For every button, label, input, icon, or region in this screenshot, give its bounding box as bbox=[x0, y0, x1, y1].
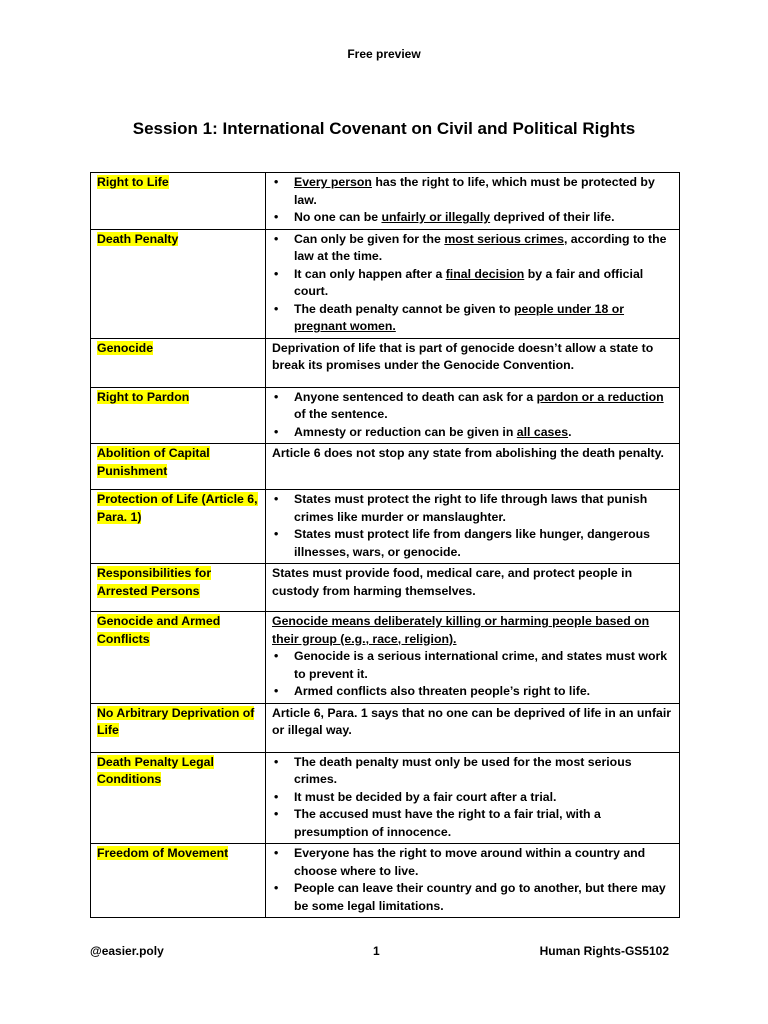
topic-cell bbox=[91, 703, 266, 752]
description-cell bbox=[266, 844, 680, 918]
table-row bbox=[91, 338, 680, 387]
table-row bbox=[91, 444, 680, 490]
description-cell bbox=[266, 564, 680, 612]
topic-label: Death Penalty bbox=[97, 231, 179, 246]
text-run: Article 6 does not stop any state from abolishing the death penalty. bbox=[272, 446, 664, 460]
footer-course: Human Rights-GS5102 bbox=[539, 944, 669, 958]
underlined-text: most serious crimes bbox=[444, 231, 564, 246]
underlined-text: final decision bbox=[445, 266, 525, 281]
text-run: Article 6, Para. 1 says that no one can be deprived of life in an unfair or illegal way. bbox=[272, 705, 672, 737]
bullet-item bbox=[272, 389, 674, 424]
table-row bbox=[91, 844, 680, 918]
bullet-item bbox=[272, 789, 674, 807]
bullet-list bbox=[272, 231, 674, 336]
bullet-item bbox=[272, 174, 674, 209]
bullet-item bbox=[272, 266, 674, 301]
text-run: Amnesty or reduction can be given in bbox=[294, 424, 517, 439]
text-run: States must protect the right to life through laws that punish crimes like murder or manslaughter. bbox=[294, 492, 648, 524]
table-row bbox=[91, 564, 680, 612]
bullet-list bbox=[272, 389, 674, 442]
topic-cell bbox=[91, 444, 266, 490]
text-run: States must provide food, medical care, and protect people in custody from harming themselves. bbox=[272, 566, 633, 598]
table-row bbox=[91, 387, 680, 444]
text-run: has the right to life, which must be protected by law. bbox=[294, 175, 655, 207]
bullet-item bbox=[272, 209, 674, 227]
description-paragraph bbox=[272, 565, 674, 600]
topic-label: Freedom of Movement bbox=[97, 846, 229, 860]
text-run: The accused must have the right to a fair trial, with a presumption of innocence. bbox=[294, 807, 601, 839]
bullet-item bbox=[272, 806, 674, 841]
topic-label: No Arbitrary Deprivation of Life bbox=[97, 705, 255, 737]
bullet-item bbox=[272, 648, 674, 683]
text-run: Anyone sentenced to death can ask for a bbox=[294, 389, 537, 404]
page-title: Session 1: International Covenant on Civil and Political Rights bbox=[132, 119, 636, 138]
text-run: It can only happen after a bbox=[294, 266, 446, 281]
bullet-list bbox=[272, 648, 674, 701]
topic-cell bbox=[91, 612, 266, 704]
description-paragraph bbox=[272, 445, 674, 463]
description-paragraph bbox=[272, 705, 674, 740]
description-cell bbox=[266, 338, 680, 387]
topic-cell bbox=[91, 229, 266, 338]
bullet-item bbox=[272, 491, 674, 526]
topic-label: Protection of Life (Article 6, Para. 1) bbox=[97, 492, 258, 524]
description-paragraph bbox=[272, 340, 674, 375]
text-run: The death penalty cannot be given to bbox=[294, 301, 515, 316]
bullet-list bbox=[272, 491, 674, 561]
description-cell bbox=[266, 387, 680, 444]
topic-label: Right to Pardon bbox=[97, 389, 190, 404]
topic-label: Death Penalty Legal Conditions bbox=[97, 754, 214, 786]
text-run: States must protect life from dangers like hunger, dangerous illnesses, wars, or genocide. bbox=[294, 527, 651, 559]
text-run: deprived of their life. bbox=[490, 210, 615, 224]
topic-cell bbox=[91, 338, 266, 387]
notes-table bbox=[90, 172, 680, 918]
footer-handle: @easier.poly bbox=[90, 944, 164, 958]
text-run: Armed conflicts also threaten people’s right to life. bbox=[294, 684, 591, 698]
underlined-text: all cases bbox=[516, 424, 569, 439]
bullet-list bbox=[272, 174, 674, 227]
bullet-item bbox=[272, 845, 674, 880]
text-run: Genocide is a serious international crime, and states must work to prevent it. bbox=[294, 649, 668, 681]
bullet-item bbox=[272, 231, 674, 266]
text-run: Can only be given for the bbox=[294, 231, 445, 246]
notes-table-body bbox=[91, 173, 680, 918]
description-cell bbox=[266, 173, 680, 230]
topic-label: Genocide and Armed Conflicts bbox=[97, 614, 221, 646]
table-row bbox=[91, 173, 680, 230]
table-row bbox=[91, 612, 680, 704]
topic-label: Right to Life bbox=[97, 175, 169, 189]
table-row bbox=[91, 490, 680, 564]
bullet-item bbox=[272, 424, 674, 442]
table-row bbox=[91, 229, 680, 338]
topic-cell bbox=[91, 387, 266, 444]
bullet-item bbox=[272, 754, 674, 789]
description-paragraph bbox=[272, 613, 674, 648]
topic-cell bbox=[91, 844, 266, 918]
text-run: , according to the law at the time. bbox=[294, 231, 667, 263]
description-cell bbox=[266, 444, 680, 490]
bullet-list bbox=[272, 754, 674, 842]
description-cell bbox=[266, 703, 680, 752]
table-row bbox=[91, 703, 680, 752]
bullet-item bbox=[272, 683, 674, 701]
bullet-list bbox=[272, 845, 674, 915]
text-run: People can leave their country and go to another, but there may be some legal limitations. bbox=[294, 881, 666, 913]
bullet-item bbox=[272, 301, 674, 336]
underlined-text: people under 18 or pregnant women. bbox=[294, 301, 625, 333]
topic-cell bbox=[91, 490, 266, 564]
topic-label: Responsibilities for Arrested Persons bbox=[97, 566, 212, 598]
topic-cell bbox=[91, 752, 266, 844]
underlined-text: unfairly or illegally bbox=[381, 210, 491, 224]
text-run: No one can be bbox=[294, 210, 382, 224]
topic-label: Abolition of Capital Punishment bbox=[97, 446, 210, 478]
table-row bbox=[91, 752, 680, 844]
description-cell bbox=[266, 490, 680, 564]
topic-cell bbox=[91, 173, 266, 230]
underlined-text: pardon or a reduction bbox=[536, 389, 664, 404]
text-run: Deprivation of life that is part of genocide doesn’t allow a state to break its promises under the Genocide Convention. bbox=[272, 340, 654, 372]
text-run: by a fair and official court. bbox=[294, 266, 644, 298]
bullet-item bbox=[272, 526, 674, 561]
topic-cell bbox=[91, 564, 266, 612]
bullet-item bbox=[272, 880, 674, 915]
underlined-text: Genocide means deliberately killing or harming people based on their group (e.g., race, religion). bbox=[272, 614, 650, 646]
underlined-text: Every person bbox=[294, 175, 372, 189]
text-run: The death penalty must only be used for the most serious crimes. bbox=[294, 754, 632, 786]
text-run: It must be decided by a fair court after a trial. bbox=[294, 789, 557, 804]
text-run: . bbox=[568, 424, 572, 439]
footer-page-number: 1 bbox=[373, 944, 380, 958]
description-cell bbox=[266, 612, 680, 704]
text-run: of the sentence. bbox=[294, 407, 388, 421]
topic-label: Genocide bbox=[97, 340, 154, 355]
description-cell bbox=[266, 752, 680, 844]
text-run: Everyone has the right to move around within a country and choose where to live. bbox=[294, 846, 646, 878]
free-preview-label: Free preview bbox=[347, 47, 421, 61]
description-cell bbox=[266, 229, 680, 338]
